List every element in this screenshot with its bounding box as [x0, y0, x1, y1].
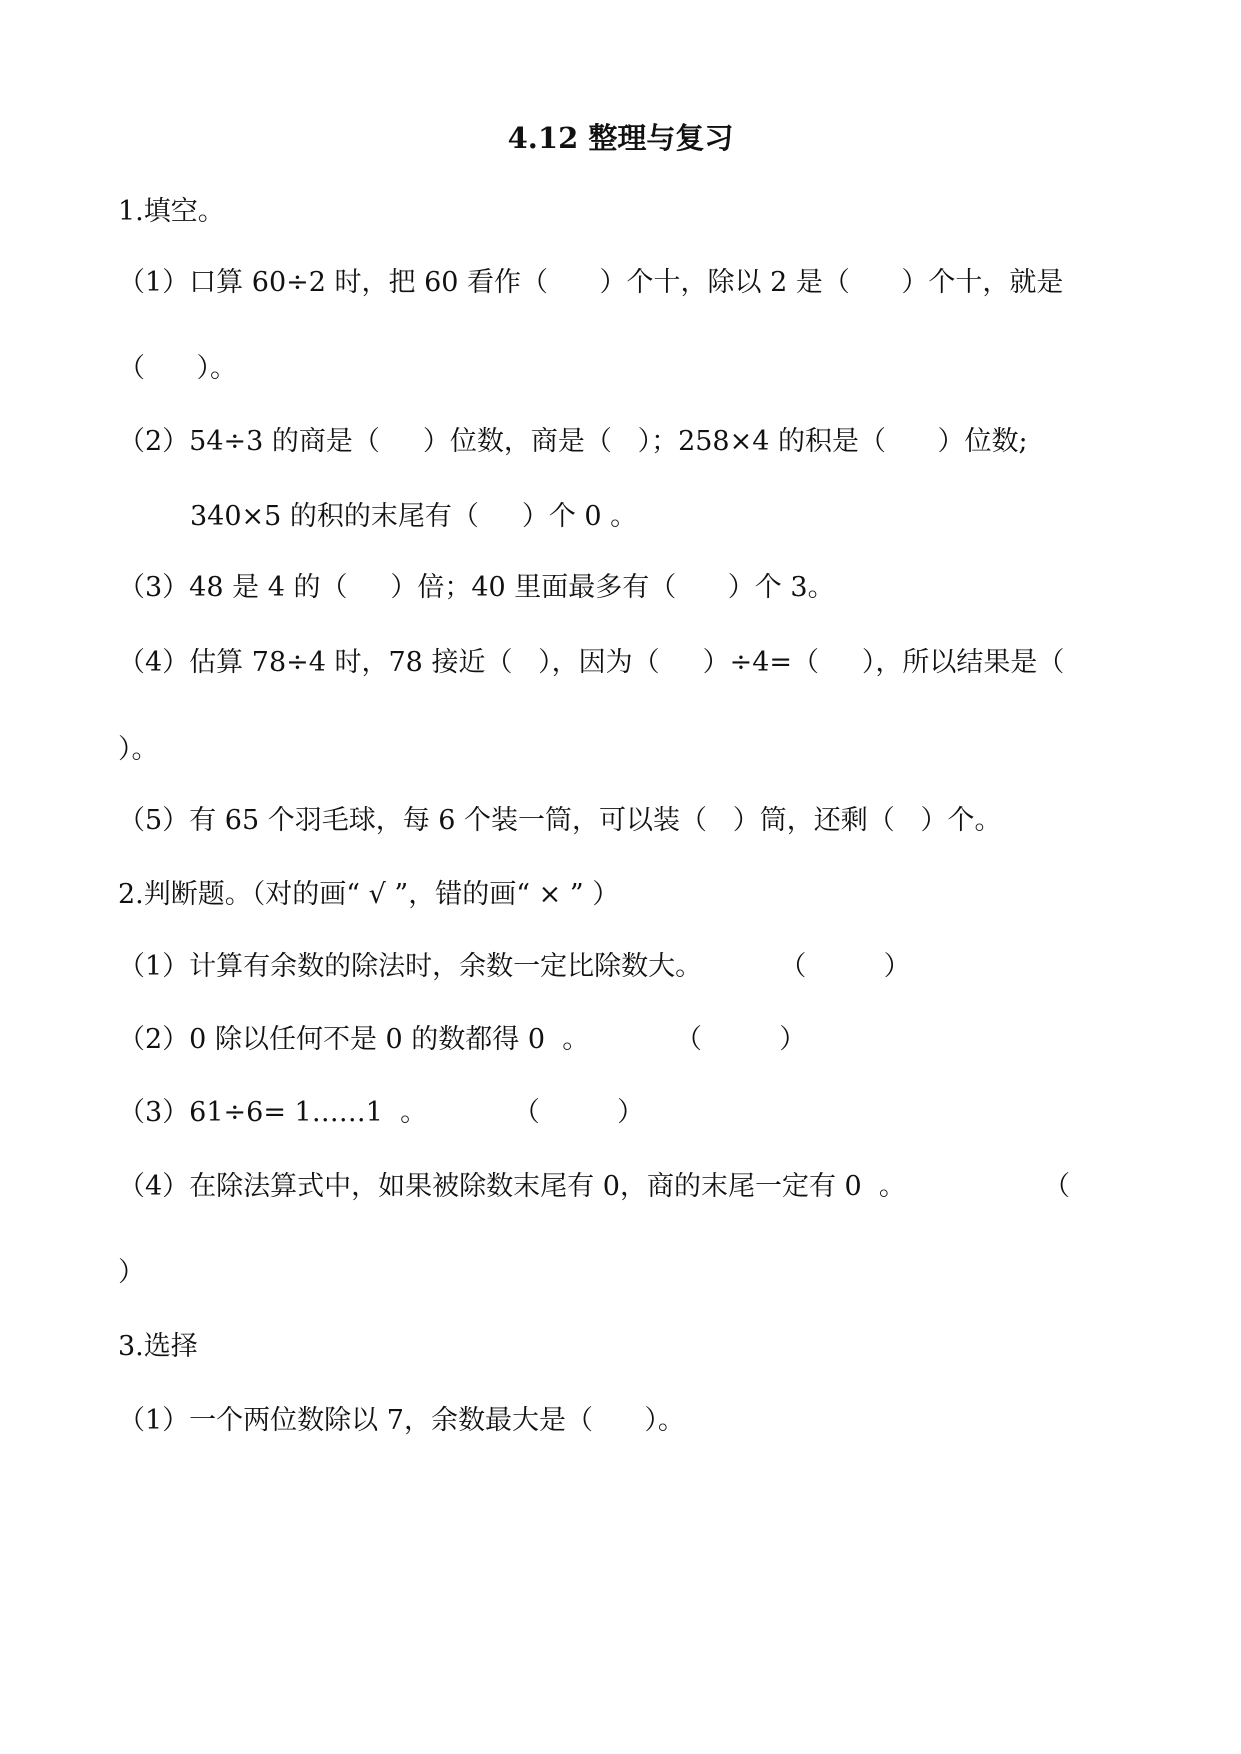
fill-q2-line1: （2）54÷3 的商是（ ）位数，商是（ ）；258×4 的积是（ ）位数;	[118, 426, 1028, 457]
fill-q1-line2: （ ）。	[118, 353, 237, 384]
judge-q3: （3）61÷6= 1……1 。 （ ）	[118, 1097, 645, 1128]
fill-q3: （3）48 是 4 的（ ）倍；40 里面最多有（ ）个 3。	[118, 572, 835, 603]
judge-q1: （1）计算有余数的除法时，余数一定比除数大。 （ ）	[118, 951, 911, 982]
fill-q2-line2: 340×5 的积的末尾有（ ）个 0 。	[190, 501, 638, 532]
section-1-heading: 1.填空。	[118, 196, 225, 227]
judge-q4-line2: ）	[118, 1257, 145, 1288]
fill-q4-line2: ）。	[118, 734, 159, 765]
judge-q2: （2）0 除以任何不是 0 的数都得 0 。 （ ）	[118, 1024, 807, 1055]
judge-q4-line1: （4）在除法算式中，如果被除数末尾有 0，商的末尾一定有 0 。 （	[118, 1171, 1071, 1202]
page-title: 4.12 整理与复习	[507, 121, 734, 155]
fill-q1-line1: （1）口算 60÷2 时，把 60 看作（ ）个十，除以 2 是（ ）个十，就是	[118, 267, 1064, 298]
choice-q1: （1）一个两位数除以 7，余数最大是（ ）。	[118, 1405, 685, 1436]
section-2-heading: 2.判断题。（对的画“ √ ”，错的画“ × ” ）	[118, 879, 620, 910]
section-3-heading: 3.选择	[118, 1331, 198, 1362]
fill-q4-line1: （4）估算 78÷4 时，78 接近（ ），因为（ ）÷4=（ ），所以结果是（	[118, 647, 1065, 678]
fill-q5: （5）有 65 个羽毛球，每 6 个装一筒，可以装（ ）筒，还剩（ ）个。	[118, 805, 1002, 836]
